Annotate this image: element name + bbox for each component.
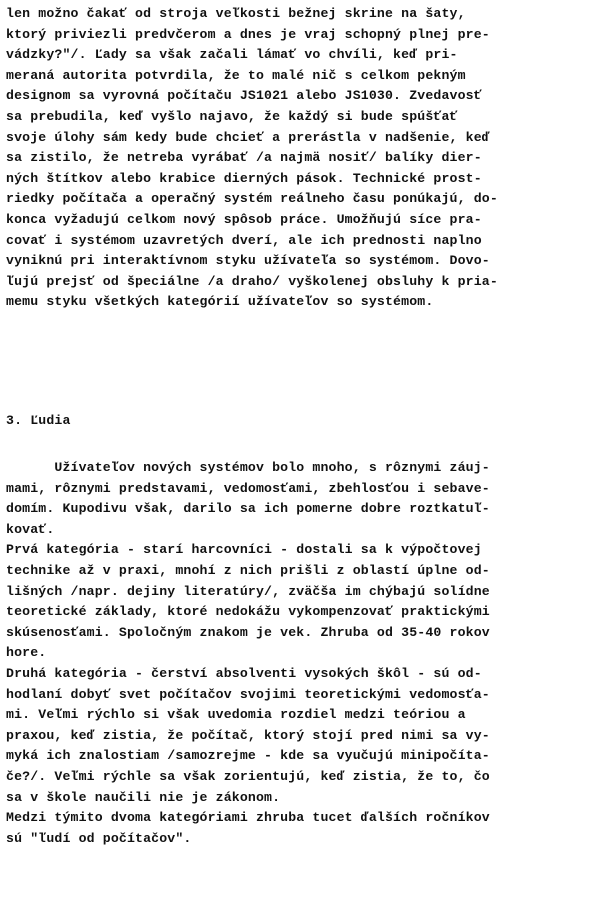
paragraph-people bbox=[6, 458, 490, 849]
text-line: kovať. bbox=[6, 521, 55, 537]
text-line: Prvá kategória - starí harcovníci - dostali sa k výpočtovej bbox=[6, 542, 482, 558]
text-line: svoje úlohy sám kedy bude chcieť a prerástla v nadšenie, keď bbox=[6, 129, 490, 145]
text-line: hodlaní dobyť svet počítačov svojimi teoretickými vedomosťa- bbox=[6, 686, 490, 702]
paragraph-intro bbox=[6, 4, 498, 313]
text-line: mi. Veľmi rýchlo si však uvedomia rozdiel medzi teóriou a bbox=[6, 707, 466, 723]
text-line: teoretické základy, ktoré nedokážu vykompenzovať praktickými bbox=[6, 604, 490, 620]
text-line: mami, rôznymi predstavami, vedomosťami, zbehlosťou i sebave- bbox=[6, 480, 490, 496]
text-line: meraná autorita potvrdila, že to malé nič s celkom pekným bbox=[6, 67, 466, 83]
text-line: vádzky?"/. Ľady sa však začali lámať vo chvíli, keď pri- bbox=[6, 47, 458, 63]
text-line: technike až v praxi, mnohí z nich prišli z oblastí úplne od- bbox=[6, 562, 490, 578]
text-line: konca vyžadujú celkom nový spôsob práce. Umožňujú síce pra- bbox=[6, 211, 482, 227]
text-line: covať i systémom uzavretých dverí, ale ich prednosti naplno bbox=[6, 232, 482, 248]
text-line: sa zistilo, že netreba vyrábať /a najmä nosiť/ balíky dier- bbox=[6, 150, 482, 166]
text-line: praxou, keď zistia, že počítač, ktorý stojí pred nimi sa vy- bbox=[6, 727, 490, 743]
section-heading: 3. Ľudia bbox=[6, 413, 71, 428]
text-line: myká ich znalostiam /samozrejme - kde sa vyučujú minipočíta- bbox=[6, 748, 490, 764]
text-line: Medzi týmito dvoma kategóriami zhruba tucet ďalších ročníkov bbox=[6, 810, 490, 826]
text-line: designom sa vyrovná počítaču JS1021 alebo JS1030. Zvedavosť bbox=[6, 88, 482, 104]
text-line: skúsenosťami. Spoločným znakom je vek. Zhruba od 35-40 rokov bbox=[6, 624, 490, 640]
text-line: lišných /napr. dejiny literatúry/, zväčša im chýbajú solídne bbox=[6, 583, 490, 599]
text-line: domím. Kupodivu však, darilo sa ich pomerne dobre roztkatuľ- bbox=[6, 501, 490, 517]
text-line: če?/. Veľmi rýchle sa však zorientujú, keď zistia, že to, čo bbox=[6, 768, 490, 784]
text-line: Užívateľov nových systémov bolo mnoho, s rôznymi záuj- bbox=[6, 460, 490, 475]
text-line: len možno čakať od stroja veľkosti bežnej skrine na šaty, bbox=[6, 6, 466, 21]
text-line: vyniknú pri interaktívnom styku užívateľa so systémom. Dovo- bbox=[6, 253, 490, 269]
text-line: hore. bbox=[6, 645, 47, 661]
text-line: sa v škole naučili nie je zákonom. bbox=[6, 789, 281, 805]
text-line: riedky počítača a operačný systém reálneho času ponúkajú, do- bbox=[6, 191, 498, 207]
text-line: memu styku všetkých kategórií užívateľov so systémom. bbox=[6, 294, 434, 310]
text-line: Druhá kategória - čerství absolventi vysokých škôl - sú od- bbox=[6, 665, 482, 681]
text-line: sú "ľudí od počítačov". bbox=[6, 830, 192, 846]
text-line: ných štítkov alebo krabice dierných pások. Technické prost- bbox=[6, 170, 482, 186]
text-line: sa prebudila, keď vyšlo najavo, že každý si bude spúšťať bbox=[6, 108, 458, 124]
text-line: ľujú prejsť od špeciálne /a draho/ vyškolenej obsluhy k pria- bbox=[6, 273, 498, 289]
text-line: ktorý priviezli predvčerom a dnes je vraj schopný plnej pre- bbox=[6, 26, 490, 42]
